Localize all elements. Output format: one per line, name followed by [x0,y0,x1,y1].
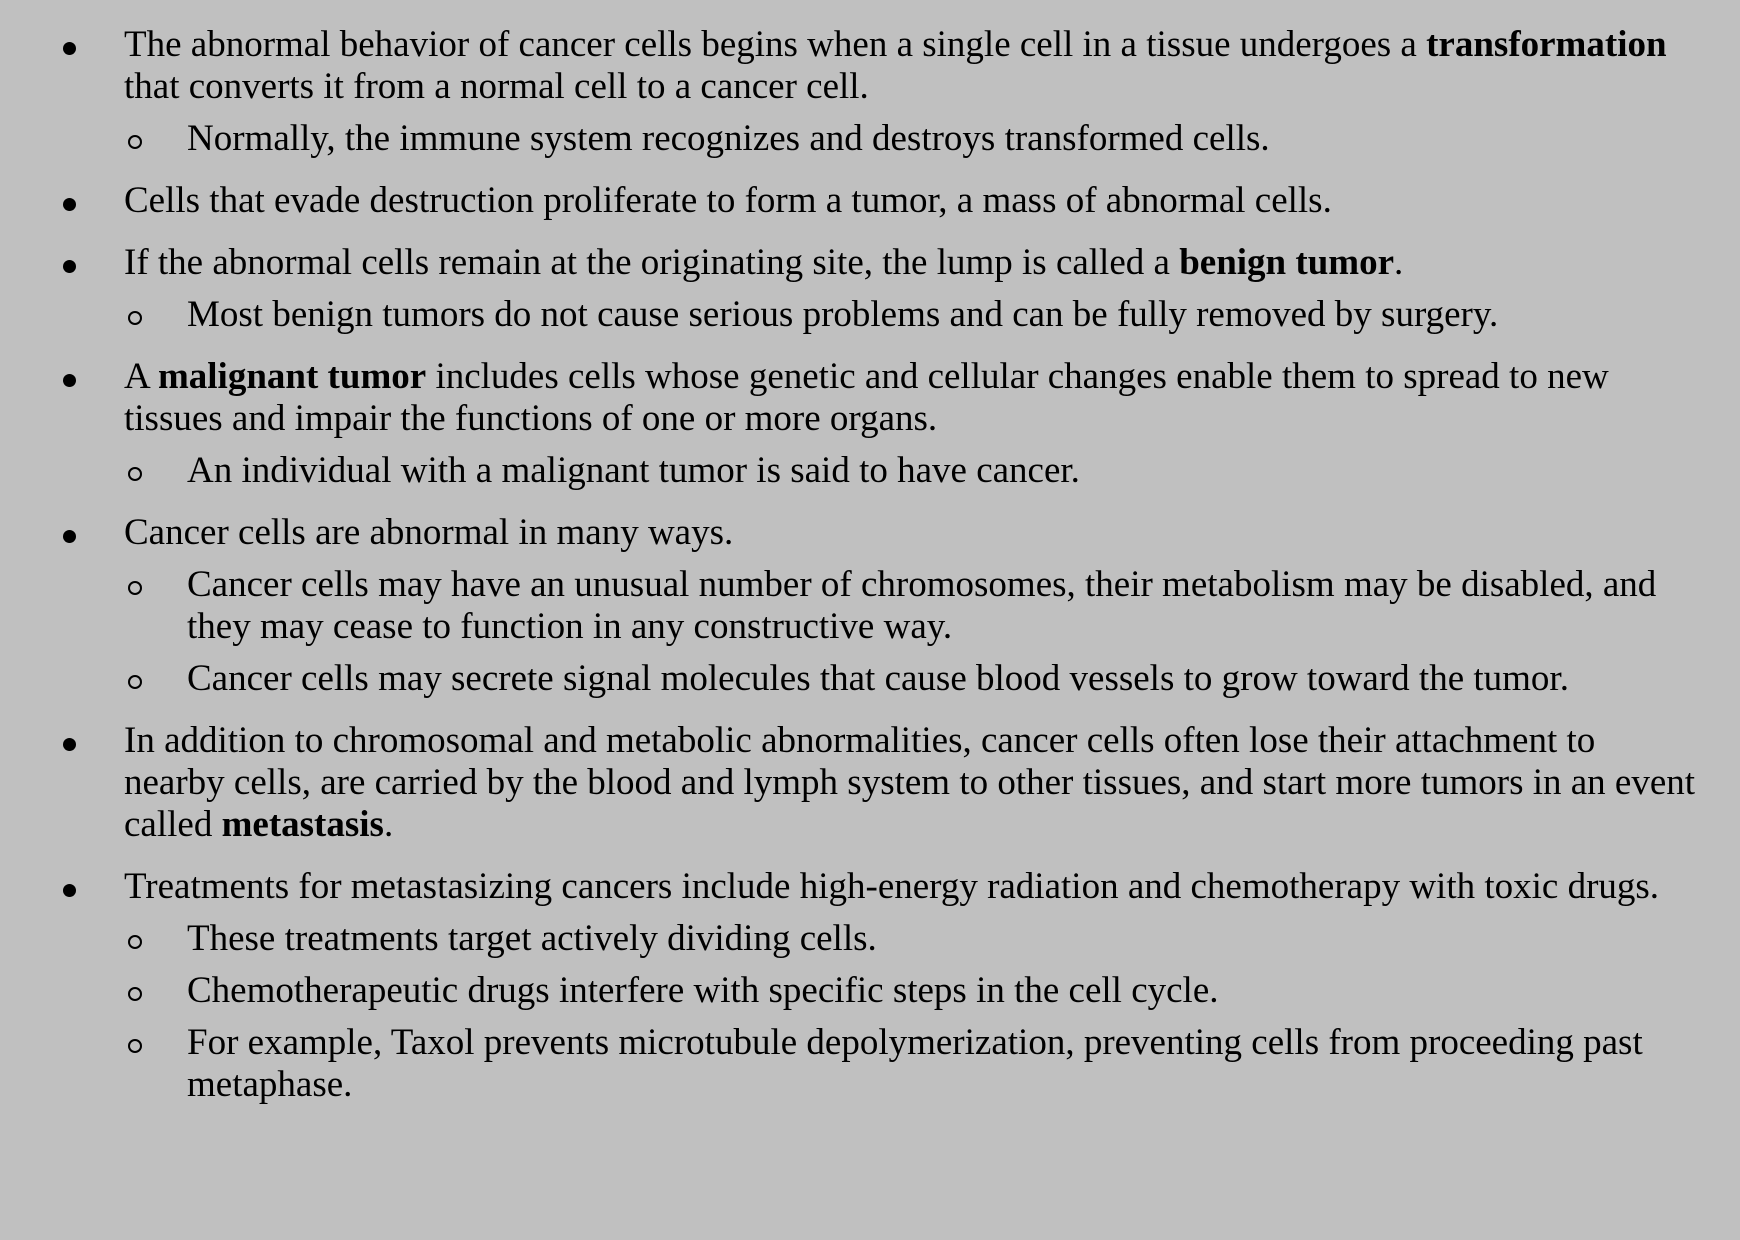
bullet-item [0,180,1700,222]
bullet-item [0,512,1700,700]
bullet-item [0,242,1700,336]
sub-bullet-item: These treatments target actively dividing cells. [124,918,1700,960]
sub-bullet-list [124,564,1700,700]
bullet-item [0,866,1700,1106]
bullet-text: includes cells whose genetic and cellular changes enable them to spread to new tissues and impair the functions of one or more organs. [124,356,1609,439]
sub-bullet-list [124,294,1700,336]
key-term: transformation [1426,24,1667,65]
sub-bullet-list [124,118,1700,160]
sub-bullet-item: An individual with a malignant tumor is said to have cancer. [124,450,1700,492]
bullet-text: Treatments for metastasizing cancers include high-energy radiation and chemotherapy with toxic drugs. [124,866,1660,907]
bullet-list [0,24,1700,1106]
bullet-text: . [383,804,394,845]
bullet-text: If the abnormal cells remain at the originating site, the lump is called a [124,242,1180,283]
sub-bullet-list [124,918,1700,1106]
sub-bullet-item: For example, Taxol prevents microtubule depolymerization, preventing cells from proceeding past metaphase. [124,1022,1700,1106]
sub-bullet-item: Most benign tumors do not cause serious problems and can be fully removed by surgery. [124,294,1700,336]
bullet-text: that converts it from a normal cell to a cancer cell. [124,66,869,107]
bullet-item [0,24,1700,160]
key-term: malignant tumor [157,356,427,397]
bullet-text: The abnormal behavior of cancer cells begins when a single cell in a tissue undergoes a [124,24,1427,65]
bullet-text: Cancer cells are abnormal in many ways. [124,512,734,553]
bullet-item [0,356,1700,492]
sub-bullet-item: Cancer cells may have an unusual number of chromosomes, their metabolism may be disabled, and they may cease to function in any constructive way. [124,564,1700,648]
bullet-text: . [1394,242,1404,283]
key-term: metastasis [221,804,384,845]
bullet-text: A [124,356,158,397]
sub-bullet-list [124,450,1700,492]
bullet-item [0,720,1700,846]
key-term: benign tumor [1179,242,1395,283]
bullet-text: In addition to chromosomal and metabolic abnormalities, cancer cells often lose their attachment to nearby cells, are carried by the blood and lymph system to other tissues, and start more tumors in an event called [124,720,1696,845]
bullet-text: Cells that evade destruction proliferate to form a tumor, a mass of abnormal cells. [124,180,1332,221]
sub-bullet-item: Cancer cells may secrete signal molecules that cause blood vessels to grow toward the tumor. [124,658,1700,700]
sub-bullet-item: Chemotherapeutic drugs interfere with specific steps in the cell cycle. [124,970,1700,1012]
sub-bullet-item: Normally, the immune system recognizes and destroys transformed cells. [124,118,1700,160]
